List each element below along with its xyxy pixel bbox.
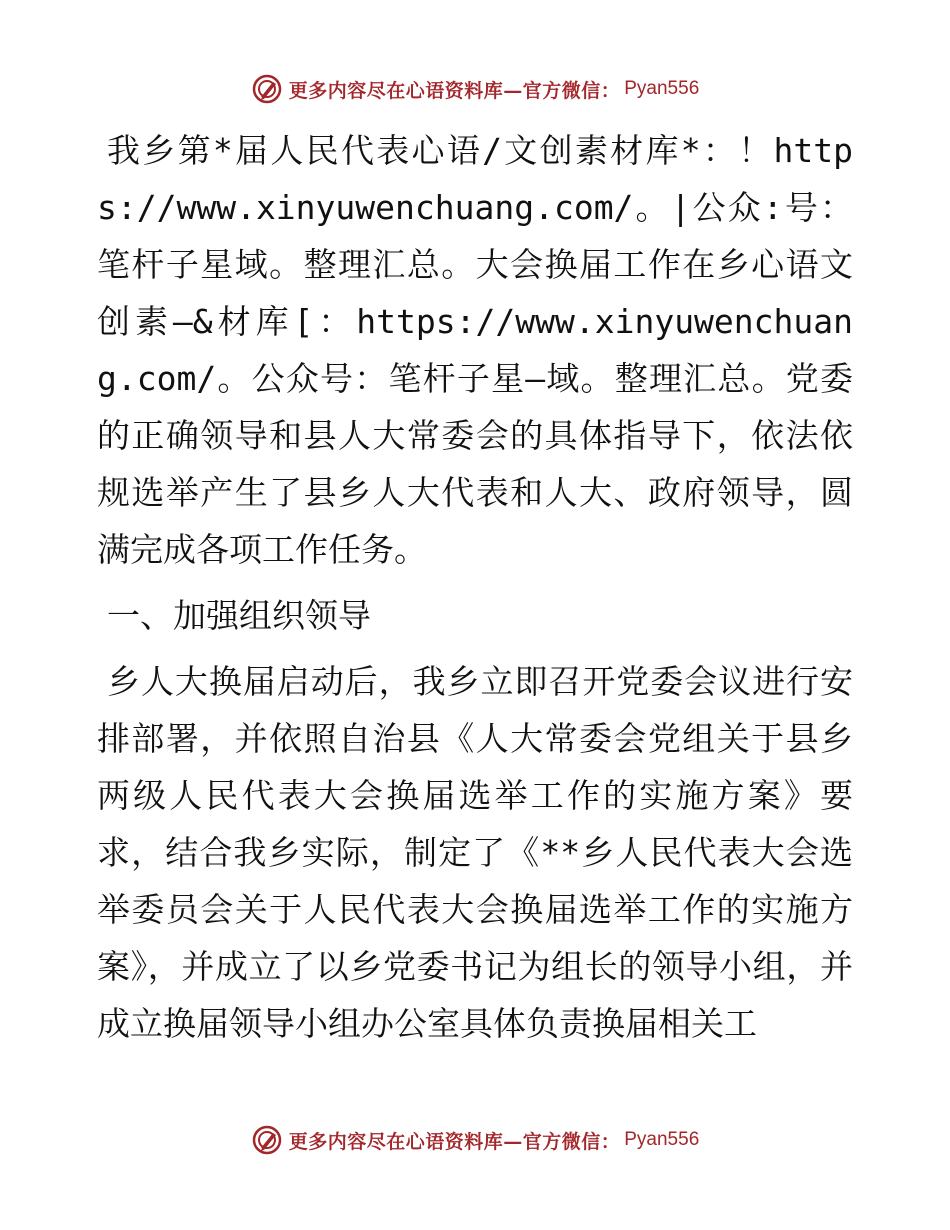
header-banner-text: 更多内容尽在心语资料库—官方微信：	[288, 79, 621, 102]
section-heading-1: 一、加强组织领导	[107, 596, 371, 635]
header-banner-contact: Pyan556	[624, 78, 700, 99]
header-banner	[0, 67, 950, 111]
ink-brush-logo-icon	[251, 73, 283, 105]
paragraph-1: 我乡第*届人民代表心语/文创素材库*：！https://www.xinyuwenchuang.com/。|公众:号：笔杆子星域。整理汇总。大会换届工作在乡心语文创素—&材库[：https://www.xinyuwenchuang.com/。公众号：笔杆子星—域。整理汇总。党委的正确领导和县人大常委会的具体指导下，依法依规选举产生了县乡人大代表和人大、政府领导，圆满完成各项工作任务。	[97, 131, 853, 569]
footer-banner	[0, 1118, 950, 1162]
footer-banner-text: 更多内容尽在心语资料库—官方微信：	[288, 1130, 621, 1153]
paragraph-2: 乡人大换届启动后，我乡立即召开党委会议进行安排部署，并依照自治县《人大常委会党组关于县乡两级人民代表大会换届选举工作的实施方案》要求，结合我乡实际，制定了《**乡人民代表大会选举委员会关于人民代表大会换届选举工作的实施方案》，并成立了以乡党委书记为组长的领导小组，并成立换届领导小组办公室具体负责换届相关工	[97, 662, 853, 1043]
document-body	[97, 122, 853, 1061]
ink-brush-logo-icon	[251, 1124, 283, 1156]
footer-banner-contact: Pyan556	[624, 1129, 700, 1150]
